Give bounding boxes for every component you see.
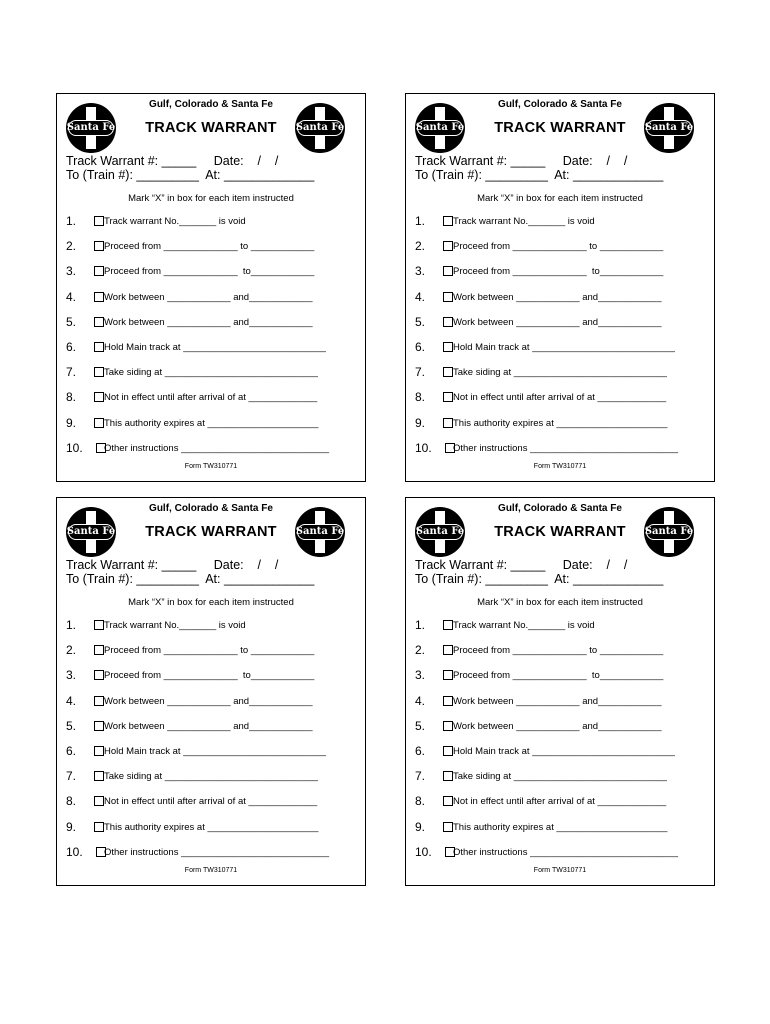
item-checkbox[interactable]: [443, 392, 453, 402]
logo-text: Santa Fe: [644, 122, 694, 133]
item-number: 1.: [415, 214, 426, 228]
item-checkbox[interactable]: [94, 342, 104, 352]
list-item: [66, 794, 356, 808]
list-item: [415, 820, 705, 834]
list-item: [66, 820, 356, 834]
card-title: TRACK WARRANT: [494, 524, 626, 540]
list-item: [415, 441, 705, 455]
to-train-line[interactable]: To (Train #): _________ At: _____________: [66, 572, 315, 586]
item-checkbox[interactable]: [443, 822, 453, 832]
item-checkbox[interactable]: [94, 645, 104, 655]
list-item: [415, 340, 705, 354]
track-warrant-line[interactable]: Track Warrant #: _____ Date: / /: [415, 154, 628, 168]
card-title: TRACK WARRANT: [145, 524, 277, 540]
item-checkbox[interactable]: [443, 645, 453, 655]
list-item: [66, 214, 356, 228]
item-number: 4.: [415, 289, 426, 304]
item-text: This authority expires at _____________________: [104, 417, 319, 429]
card-title: TRACK WARRANT: [494, 120, 626, 136]
item-checkbox[interactable]: [443, 367, 453, 377]
list-item: [415, 315, 705, 329]
item-text: Track warrant No._______ is void: [104, 216, 246, 227]
list-item: [415, 794, 705, 808]
item-checkbox[interactable]: [443, 241, 453, 251]
logo-text: Santa Fe: [295, 526, 345, 537]
item-checkbox[interactable]: [94, 620, 104, 630]
item-text: Hold Main track at ___________________________: [104, 342, 326, 353]
item-number: 6.: [415, 340, 426, 354]
item-text: This authority expires at _____________________: [104, 821, 319, 833]
item-checkbox[interactable]: [94, 392, 104, 402]
item-number: 5.: [415, 718, 426, 733]
form-number: Form TW310771: [533, 867, 587, 874]
item-text: Work between ____________ and____________: [104, 291, 313, 303]
item-text: Take siding at _____________________________: [104, 771, 318, 783]
item-text: Take siding at _____________________________: [453, 367, 667, 379]
railroad-name: Gulf, Colorado & Santa Fe: [498, 503, 622, 514]
item-checkbox[interactable]: [443, 696, 453, 706]
item-number: 6.: [66, 340, 77, 354]
railroad-name: Gulf, Colorado & Santa Fe: [149, 99, 273, 110]
item-text: Proceed from ______________ to ____________: [104, 241, 315, 253]
item-text: Work between ____________ and____________: [453, 291, 662, 303]
list-item: [415, 694, 705, 708]
item-number: 10.: [415, 844, 432, 859]
track-warrant-line[interactable]: Track Warrant #: _____ Date: / /: [66, 154, 279, 168]
item-number: 9.: [415, 819, 426, 834]
list-item: [66, 643, 356, 657]
item-number: 8.: [66, 390, 77, 405]
form-number: Form TW310771: [184, 463, 238, 470]
track-warrant-card: [56, 497, 366, 886]
item-text: Not in effect until after arrival of at _____________: [104, 392, 318, 404]
railroad-name: Gulf, Colorado & Santa Fe: [149, 503, 273, 514]
list-item: [66, 618, 356, 632]
item-number: 3.: [415, 264, 426, 279]
instruction-text: Mark “X” in box for each item instructed: [477, 193, 643, 204]
list-item: [66, 340, 356, 354]
list-item: [415, 416, 705, 430]
item-checkbox[interactable]: [94, 317, 104, 327]
item-text: This authority expires at _____________________: [453, 417, 668, 429]
item-checkbox[interactable]: [443, 620, 453, 630]
list-item: [66, 744, 356, 758]
item-checkbox[interactable]: [94, 418, 104, 428]
item-number: 10.: [66, 440, 83, 455]
item-text: This authority expires at _____________________: [453, 821, 668, 833]
instruction-text: Mark “X” in box for each item instructed: [128, 597, 294, 608]
item-text: Proceed from ______________ to ____________: [453, 241, 664, 253]
item-number: 3.: [66, 668, 77, 683]
item-text: Other instructions ____________________________: [453, 442, 679, 454]
logo-text: Santa Fe: [415, 122, 465, 133]
instruction-text: Mark “X” in box for each item instructed: [477, 597, 643, 608]
track-warrant-card: [405, 497, 715, 886]
logo-text: Santa Fe: [295, 122, 345, 133]
item-checkbox[interactable]: [443, 721, 453, 731]
list-item: [415, 264, 705, 278]
list-item: [66, 719, 356, 733]
item-number: 7.: [66, 769, 77, 784]
logo-text: Santa Fe: [66, 122, 116, 133]
railroad-name: Gulf, Colorado & Santa Fe: [498, 99, 622, 110]
item-number: 1.: [415, 618, 426, 632]
item-text: Take siding at _____________________________: [453, 771, 667, 783]
item-number: 6.: [66, 744, 77, 758]
item-number: 1.: [66, 618, 77, 632]
item-text: Hold Main track at ___________________________: [453, 746, 675, 757]
item-number: 8.: [415, 390, 426, 405]
item-number: 3.: [66, 264, 77, 279]
form-number: Form TW310771: [184, 867, 238, 874]
list-item: [415, 365, 705, 379]
list-item: [415, 769, 705, 783]
item-number: 9.: [66, 819, 77, 834]
to-train-line[interactable]: To (Train #): _________ At: _____________: [415, 168, 664, 182]
item-number: 7.: [415, 769, 426, 784]
item-number: 4.: [66, 289, 77, 304]
logo-text: Santa Fe: [66, 526, 116, 537]
list-item: [415, 668, 705, 682]
item-text: Proceed from ______________ to ____________: [453, 645, 664, 657]
item-checkbox[interactable]: [94, 771, 104, 781]
track-warrant-line[interactable]: Track Warrant #: _____ Date: / /: [66, 558, 279, 572]
list-item: [66, 668, 356, 682]
to-train-line[interactable]: To (Train #): _________ At: _____________: [415, 572, 664, 586]
list-item: [66, 315, 356, 329]
item-checkbox[interactable]: [94, 696, 104, 706]
item-checkbox[interactable]: [443, 746, 453, 756]
item-number: 9.: [415, 415, 426, 430]
item-checkbox[interactable]: [94, 241, 104, 251]
item-text: Other instructions ____________________________: [453, 846, 679, 858]
logo-text: Santa Fe: [415, 526, 465, 537]
item-text: Work between ____________ and____________: [453, 720, 662, 732]
item-text: Not in effect until after arrival of at _____________: [453, 392, 667, 404]
item-text: Track warrant No._______ is void: [104, 620, 246, 631]
item-text: Proceed from ______________ to ____________: [104, 645, 315, 657]
item-number: 8.: [66, 794, 77, 809]
item-checkbox[interactable]: [94, 266, 104, 276]
item-number: 2.: [415, 643, 426, 658]
item-text: Not in effect until after arrival of at _____________: [453, 796, 667, 808]
item-number: 1.: [66, 214, 77, 228]
list-item: [66, 390, 356, 404]
item-text: Other instructions ____________________________: [104, 442, 330, 454]
item-text: Proceed from ______________ to____________: [104, 670, 315, 682]
list-item: [415, 719, 705, 733]
item-text: Work between ____________ and____________: [104, 695, 313, 707]
item-number: 4.: [66, 693, 77, 708]
item-checkbox[interactable]: [94, 796, 104, 806]
item-number: 5.: [66, 314, 77, 329]
list-item: [66, 845, 356, 859]
item-checkbox[interactable]: [94, 746, 104, 756]
item-checkbox[interactable]: [443, 342, 453, 352]
item-text: Hold Main track at ___________________________: [104, 746, 326, 757]
item-number: 10.: [415, 440, 432, 455]
item-number: 2.: [66, 239, 77, 254]
item-checkbox[interactable]: [443, 670, 453, 680]
item-text: Hold Main track at ___________________________: [453, 342, 675, 353]
list-item: [66, 769, 356, 783]
item-number: 7.: [415, 365, 426, 380]
item-checkbox[interactable]: [443, 418, 453, 428]
item-checkbox[interactable]: [94, 721, 104, 731]
item-text: Track warrant No._______ is void: [453, 620, 595, 631]
list-item: [66, 365, 356, 379]
item-text: Work between ____________ and____________: [104, 720, 313, 732]
track-warrant-card: [405, 93, 715, 482]
logo-text: Santa Fe: [644, 526, 694, 537]
list-item: [415, 643, 705, 657]
list-item: [66, 290, 356, 304]
item-checkbox[interactable]: [94, 822, 104, 832]
item-text: Proceed from ______________ to____________: [453, 670, 664, 682]
item-text: Track warrant No._______ is void: [453, 216, 595, 227]
item-number: 8.: [415, 794, 426, 809]
list-item: [66, 239, 356, 253]
list-item: [415, 290, 705, 304]
list-item: [415, 744, 705, 758]
item-checkbox[interactable]: [94, 216, 104, 226]
item-text: Proceed from ______________ to____________: [453, 266, 664, 278]
item-checkbox[interactable]: [443, 216, 453, 226]
item-number: 10.: [66, 844, 83, 859]
list-item: [66, 264, 356, 278]
list-item: [415, 845, 705, 859]
to-train-line[interactable]: To (Train #): _________ At: _____________: [66, 168, 315, 182]
item-number: 6.: [415, 744, 426, 758]
list-item: [415, 618, 705, 632]
item-checkbox[interactable]: [94, 367, 104, 377]
item-number: 5.: [415, 314, 426, 329]
list-item: [415, 390, 705, 404]
item-checkbox[interactable]: [443, 796, 453, 806]
item-number: 2.: [415, 239, 426, 254]
item-checkbox[interactable]: [443, 317, 453, 327]
item-text: Work between ____________ and____________: [453, 316, 662, 328]
form-number: Form TW310771: [533, 463, 587, 470]
item-text: Work between ____________ and____________: [104, 316, 313, 328]
list-item: [66, 416, 356, 430]
list-item: [415, 214, 705, 228]
instruction-text: Mark “X” in box for each item instructed: [128, 193, 294, 204]
item-number: 9.: [66, 415, 77, 430]
item-number: 3.: [415, 668, 426, 683]
item-number: 4.: [415, 693, 426, 708]
track-warrant-line[interactable]: Track Warrant #: _____ Date: / /: [415, 558, 628, 572]
card-title: TRACK WARRANT: [145, 120, 277, 136]
item-text: Not in effect until after arrival of at _____________: [104, 796, 318, 808]
item-text: Take siding at _____________________________: [104, 367, 318, 379]
item-checkbox[interactable]: [443, 771, 453, 781]
item-text: Other instructions ____________________________: [104, 846, 330, 858]
item-text: Work between ____________ and____________: [453, 695, 662, 707]
item-checkbox[interactable]: [94, 292, 104, 302]
item-checkbox[interactable]: [443, 292, 453, 302]
item-text: Proceed from ______________ to____________: [104, 266, 315, 278]
track-warrant-card: [56, 93, 366, 482]
list-item: [66, 441, 356, 455]
item-checkbox[interactable]: [94, 670, 104, 680]
list-item: [66, 694, 356, 708]
item-number: 7.: [66, 365, 77, 380]
item-checkbox[interactable]: [443, 266, 453, 276]
item-number: 5.: [66, 718, 77, 733]
list-item: [415, 239, 705, 253]
item-number: 2.: [66, 643, 77, 658]
